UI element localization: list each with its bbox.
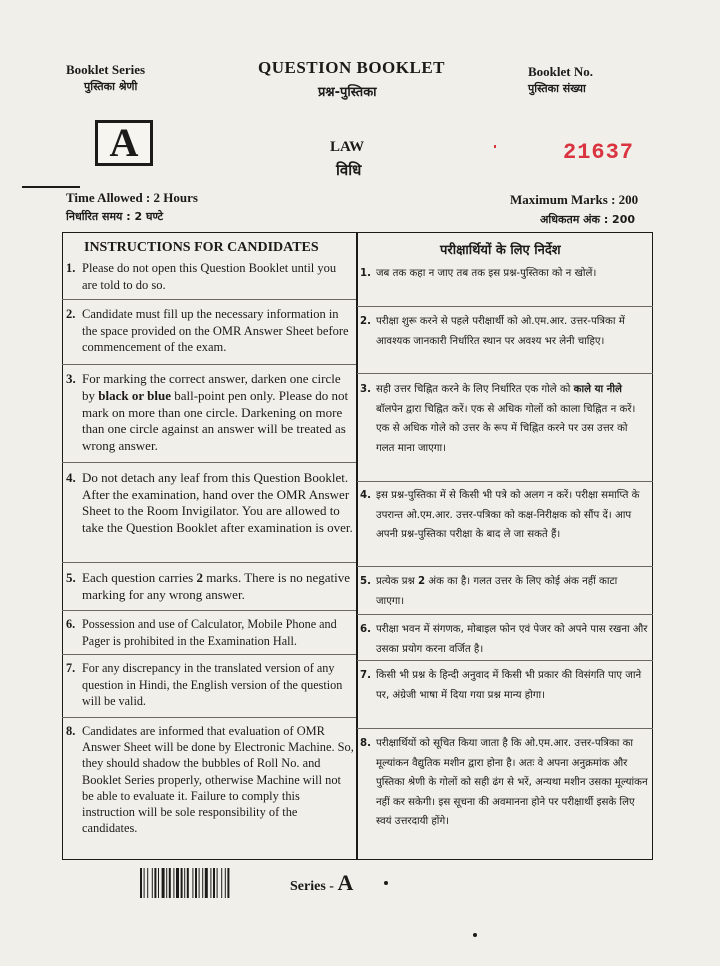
- dot-mark: [473, 933, 477, 937]
- row-separator: [357, 566, 653, 567]
- footer-series-letter: A: [337, 870, 354, 895]
- instructions-title: INSTRUCTIONS FOR CANDIDATES: [84, 240, 319, 255]
- footer-series: [290, 870, 353, 896]
- booklet-series-label: Booklet Series: [66, 62, 146, 77]
- column-divider: [356, 232, 358, 860]
- divider-line: [22, 186, 80, 188]
- barcode-image: [140, 868, 278, 898]
- instruction-hi-7: 7. किसी भी प्रश्न के हिन्दी अनुवाद में किसी भी प्रकार की विसंगति पाए जाने पर, अंग्रेजी भाषा में दिया गया प्रश्न मान्य होगा।: [360, 670, 642, 701]
- row-separator: [357, 373, 653, 374]
- instruction-hi-4: 4. इस प्रश्न-पुस्तिका में से किसी भी पत्रे को अलग न करें। परीक्षा समाप्ति के उपरान्त ओ.एम.आर. उत्तर-पत्रिका को कक्ष-निरीक्षक को सौंप दें। आप अपनी प्रश्न-पुस्तिका परीक्षा के बाद ले जा सकते हैं।: [360, 490, 640, 540]
- instruction-en-7: 7. For any discrepancy in the translated version of any question in Hindi, the English version of the question will be valid.: [66, 661, 343, 709]
- row-separator: [62, 364, 356, 365]
- instruction-en-1: 1. Please do not open this Question Booklet until you are told to do so.: [66, 261, 337, 292]
- time-allowed-hindi: निर्धारित समय : 2 घण्टे: [66, 210, 164, 223]
- row-separator: [62, 717, 356, 718]
- dot-mark: [384, 881, 388, 885]
- maximum-marks: Maximum Marks : 200: [510, 192, 639, 207]
- red-mark: [494, 145, 496, 148]
- page-title: QUESTION BOOKLET: [258, 58, 446, 77]
- instruction-en-8: 8. Candidates are informed that evaluation of OMR Answer Sheet will be done by Electronic Machine. So, they should shadow the bubbles of Roll No. and Booklet Series properly, otherwise Machine will not be able to evaluate it. Failure to comply this instruction will be sole responsibility of the candidates.: [66, 724, 354, 836]
- instruction-hi-2: 2. परीक्षा शुरू करने से पहले परीक्षार्थी को ओ.एम.आर. उत्तर-पत्रिका में आवश्यक जानकारी निर्धारित स्थान पर अवश्य भर लेनी चाहिए।: [360, 316, 625, 347]
- row-separator: [62, 462, 356, 463]
- instruction-en-4: 4. Do not detach any leaf from this Question Booklet. After the examination, hand over the OMR Answer Sheet to the Room Invigilator. You are allowed to take the Question Booklet after examination is over.: [66, 470, 353, 535]
- instruction-en-6: 6. Possession and use of Calculator, Mobile Phone and Pager is prohibited in the Examination Hall.: [66, 617, 337, 648]
- row-separator: [357, 660, 653, 661]
- maximum-marks-hindi: अधिकतम अंक : 200: [540, 213, 636, 226]
- row-separator: [62, 299, 356, 300]
- row-separator: [357, 614, 653, 615]
- instruction-hi-1: 1. जब तक कहा न जाए तब तक इस प्रश्न-पुस्तिका को न खोलें।: [360, 268, 597, 279]
- booklet-number: 21637: [563, 140, 635, 165]
- instruction-hi-5: 5. प्रत्येक प्रश्न 2 अंक का है। गलत उत्तर के लिए कोई अंक नहीं काटा जाएगा।: [360, 576, 618, 607]
- row-separator: [62, 610, 356, 611]
- instructions-title-hindi: परीक्षार्थियों के लिए निर्देश: [440, 243, 561, 258]
- subject-title: LAW: [330, 139, 365, 155]
- row-separator: [62, 654, 356, 655]
- instruction-en-2: 2. Candidate must fill up the necessary information in the space provided on the OMR Answer Sheet before commencement of the exam.: [66, 307, 349, 355]
- instruction-hi-6: 6. परीक्षा भवन में संगणक, मोबाइल फोन एवं पेजर को अपने पास रखना और उसका प्रयोग करना वर्जित है।: [360, 624, 648, 655]
- subject-title-hindi: विधि: [336, 161, 362, 179]
- booklet-no-label: Booklet No.: [528, 64, 593, 79]
- booklet-no-label-hindi: पुस्तिका संख्या: [528, 82, 586, 95]
- page-title-hindi: प्रश्न-पुस्तिका: [318, 85, 377, 100]
- instruction-en-3: 3. For marking the correct answer, darken one circle by black or blue ball-point pen only. Please do not mark on more than one circle. Darkening on more than one circle against an answer will be treated as wrong answer.: [66, 371, 349, 454]
- instruction-en-5: 5. Each question carries 2 marks. There is no negative marking for any wrong answer.: [66, 570, 350, 602]
- row-separator: [62, 562, 356, 563]
- time-allowed: Time Allowed : 2 Hours: [66, 190, 198, 205]
- booklet-series-label-hindi: पुस्तिका श्रेणी: [84, 80, 138, 93]
- instruction-hi-3: 3. सही उत्तर चिह्नित करने के लिए निर्धारित एक गोले को काले या नीले बॉलपेन द्वारा चिह्नित करें। एक से अधिक गोलों को काला चिह्नित न करें। एक से अधिक गोले को उत्तर के रूप में चिह्नित करने पर उस उत्तर को गलत माना जाएगा।: [360, 384, 636, 454]
- row-separator: [357, 481, 653, 482]
- footer-series-label: Series -: [290, 879, 338, 894]
- series-letter-box: A: [95, 120, 153, 166]
- row-separator: [357, 306, 653, 307]
- row-separator: [357, 728, 653, 729]
- instruction-hi-8: 8. परीक्षार्थियों को सूचित किया जाता है कि ओ.एम.आर. उत्तर-पत्रिका का मूल्यांकन वैद्युतिक मशीन द्वारा होना है। अतः वे अपना अनुक्रमांक और पुस्तिका श्रेणी के गोलों को सही ढंग से भरें, अन्यथा मशीन उसका मूल्यांकन नहीं कर सकेगी। इस सूचना की अवमानना होने पर परीक्षार्थी इसके लिए स्वयं उत्तरदायी होंगे।: [360, 738, 648, 827]
